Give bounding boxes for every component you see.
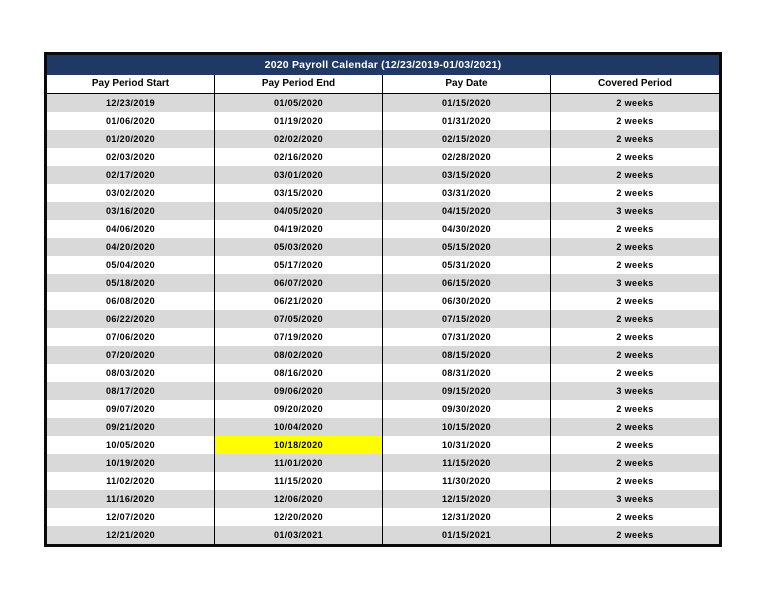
table-cell-pay-date: 04/30/2020 <box>383 220 551 238</box>
table-cell-pay-period-start: 10/05/2020 <box>47 436 215 454</box>
table-cell-pay-date: 03/15/2020 <box>383 166 551 184</box>
column-header-pay-date: Pay Date <box>383 75 551 93</box>
table-row <box>47 508 719 526</box>
table-cell-pay-date: 10/15/2020 <box>383 418 551 436</box>
table-row <box>47 184 719 202</box>
table-cell-pay-period-start: 08/03/2020 <box>47 364 215 382</box>
table-cell-pay-period-end: 05/03/2020 <box>215 238 383 256</box>
table-cell-pay-period-end: 03/15/2020 <box>215 184 383 202</box>
table-cell-covered-period: 2 weeks <box>616 457 654 468</box>
table-cell-pay-period-end: 03/01/2020 <box>215 166 383 184</box>
table-cell-pay-period-end: 12/06/2020 <box>215 490 383 508</box>
table-cell-pay-period-start: 04/06/2020 <box>47 220 215 238</box>
table-cell-pay-date: 04/15/2020 <box>383 202 551 220</box>
table-cell-pay-period-start: 09/07/2020 <box>47 400 215 418</box>
column-header-pay-period-end: Pay Period End <box>215 75 383 93</box>
table-cell-pay-period-start: 05/18/2020 <box>47 274 215 292</box>
table-cell-covered-period: 2 weeks <box>616 421 654 432</box>
table-cell-pay-period-start: 05/04/2020 <box>47 256 215 274</box>
table-cell-covered-period: 2 weeks <box>616 223 654 234</box>
table-cell-covered-period: 2 weeks <box>616 403 654 414</box>
table-cell-covered-period: 2 weeks <box>616 169 654 180</box>
table-cell-pay-period-end: 10/04/2020 <box>215 418 383 436</box>
table-cell-pay-period-end: 02/16/2020 <box>215 148 383 166</box>
table-cell-covered-period: 2 weeks <box>616 295 654 306</box>
table-cell-covered-period: 2 weeks <box>616 115 654 126</box>
table-cell-pay-period-start: 03/16/2020 <box>47 202 215 220</box>
table-row <box>47 472 719 490</box>
table-cell-pay-period-start: 04/20/2020 <box>47 238 215 256</box>
table-row <box>47 328 719 346</box>
table-cell-pay-period-end: 08/02/2020 <box>215 346 383 364</box>
table-cell-covered-period: 2 weeks <box>616 475 654 486</box>
table-row <box>47 490 719 508</box>
table-row <box>47 310 719 328</box>
table-cell-pay-date: 02/15/2020 <box>383 130 551 148</box>
table-row <box>47 454 719 472</box>
table-cell-pay-period-start: 01/06/2020 <box>47 112 215 130</box>
table-cell-pay-period-end: 08/16/2020 <box>215 364 383 382</box>
table-cell-pay-date: 06/15/2020 <box>383 274 551 292</box>
table-cell-covered-period: 2 weeks <box>616 151 654 162</box>
table-cell-covered-period: 2 weeks <box>616 241 654 252</box>
table-row <box>47 220 719 238</box>
table-row <box>47 274 719 292</box>
table-row <box>47 256 719 274</box>
column-header-pay-period-start: Pay Period Start <box>47 75 215 93</box>
table-cell-pay-period-end: 09/06/2020 <box>215 382 383 400</box>
table-cell-pay-date: 10/31/2020 <box>383 436 551 454</box>
table-cell-pay-period-start: 11/16/2020 <box>47 490 215 508</box>
table-cell-pay-date: 09/30/2020 <box>383 400 551 418</box>
table-cell-pay-period-end: 06/07/2020 <box>215 274 383 292</box>
table-row <box>47 526 719 544</box>
table-row <box>47 364 719 382</box>
table-cell-pay-period-end: 09/20/2020 <box>215 400 383 418</box>
table-cell-pay-period-end: 05/17/2020 <box>215 256 383 274</box>
table-cell-covered-period: 3 weeks <box>616 205 654 216</box>
table-cell-covered-period: 2 weeks <box>616 529 654 540</box>
table-cell-covered-period: 3 weeks <box>616 277 654 288</box>
table-cell-covered-period: 2 weeks <box>616 133 654 144</box>
table-cell-pay-period-end: 04/05/2020 <box>215 202 383 220</box>
payroll-calendar-table <box>44 52 722 547</box>
table-body <box>47 94 719 544</box>
table-row <box>47 130 719 148</box>
table-title: 2020 Payroll Calendar (12/23/2019-01/03/2021) <box>47 55 719 75</box>
table-cell-pay-date: 01/31/2020 <box>383 112 551 130</box>
table-cell-covered-period: 2 weeks <box>616 331 654 342</box>
table-cell-pay-period-end: 02/02/2020 <box>215 130 383 148</box>
table-cell-covered-period: 2 weeks <box>616 367 654 378</box>
table-cell-covered-period: 2 weeks <box>616 259 654 270</box>
table-cell-pay-period-end: 11/01/2020 <box>215 454 383 472</box>
table-cell-pay-period-start: 09/21/2020 <box>47 418 215 436</box>
table-cell-pay-period-start: 12/23/2019 <box>47 94 215 112</box>
table-row <box>47 112 719 130</box>
table-cell-covered-period: 2 weeks <box>616 439 654 450</box>
table-cell-pay-date: 02/28/2020 <box>383 148 551 166</box>
table-cell-pay-date: 12/15/2020 <box>383 490 551 508</box>
table-cell-covered-period: 3 weeks <box>616 385 654 396</box>
table-cell-pay-period-start: 03/02/2020 <box>47 184 215 202</box>
table-cell-pay-date: 08/15/2020 <box>383 346 551 364</box>
table-cell-covered-period: 2 weeks <box>616 349 654 360</box>
table-cell-covered-period: 2 weeks <box>616 97 654 108</box>
table-row <box>47 418 719 436</box>
table-cell-covered-period: 2 weeks <box>616 313 654 324</box>
table-cell-pay-period-start: 02/03/2020 <box>47 148 215 166</box>
table-cell-covered-period: 3 weeks <box>616 493 654 504</box>
table-cell-pay-period-start: 12/21/2020 <box>47 526 215 544</box>
table-row <box>47 436 719 454</box>
table-cell-pay-period-start: 07/20/2020 <box>47 346 215 364</box>
table-cell-pay-period-start: 10/19/2020 <box>47 454 215 472</box>
table-cell-pay-date: 03/31/2020 <box>383 184 551 202</box>
table-cell-pay-period-start: 11/02/2020 <box>47 472 215 490</box>
table-cell-pay-date: 12/31/2020 <box>383 508 551 526</box>
table-cell-pay-period-end: 01/19/2020 <box>215 112 383 130</box>
table-cell-pay-period-start: 02/17/2020 <box>47 166 215 184</box>
table-cell-pay-period-start: 06/22/2020 <box>47 310 215 328</box>
table-cell-pay-date: 11/15/2020 <box>383 454 551 472</box>
table-cell-pay-period-end: 07/19/2020 <box>215 328 383 346</box>
table-cell-pay-period-end: 01/05/2020 <box>215 94 383 112</box>
table-header-row <box>47 75 719 94</box>
table-cell-pay-period-end: 12/20/2020 <box>215 508 383 526</box>
table-cell-covered-period: 2 weeks <box>616 511 654 522</box>
table-row <box>47 148 719 166</box>
table-cell-pay-period-start: 07/06/2020 <box>47 328 215 346</box>
table-cell-pay-period-end: 01/03/2021 <box>215 526 383 544</box>
table-cell-pay-period-end: 11/15/2020 <box>215 472 383 490</box>
table-cell-pay-period-start: 08/17/2020 <box>47 382 215 400</box>
table-cell-pay-period-start: 06/08/2020 <box>47 292 215 310</box>
table-row <box>47 238 719 256</box>
table-cell-pay-date: 09/15/2020 <box>383 382 551 400</box>
table-row <box>47 346 719 364</box>
highlighted-cell: 10/18/2020 <box>215 436 383 454</box>
table-row <box>47 400 719 418</box>
table-row <box>47 94 719 112</box>
table-row <box>47 292 719 310</box>
table-cell-pay-date: 07/15/2020 <box>383 310 551 328</box>
table-cell-pay-date: 08/31/2020 <box>383 364 551 382</box>
table-row <box>47 382 719 400</box>
table-cell-pay-period-start: 12/07/2020 <box>47 508 215 526</box>
table-cell-pay-period-start: 01/20/2020 <box>47 130 215 148</box>
table-row <box>47 202 719 220</box>
column-header-covered-period: Covered Period <box>598 78 672 89</box>
table-cell-pay-period-end: 06/21/2020 <box>215 292 383 310</box>
table-cell-covered-period: 2 weeks <box>616 187 654 198</box>
table-cell-pay-date: 06/30/2020 <box>383 292 551 310</box>
table-cell-pay-date: 11/30/2020 <box>383 472 551 490</box>
table-cell-pay-date: 01/15/2020 <box>383 94 551 112</box>
table-cell-pay-date: 01/15/2021 <box>383 526 551 544</box>
table-cell-pay-date: 07/31/2020 <box>383 328 551 346</box>
table-cell-pay-period-end: 07/05/2020 <box>215 310 383 328</box>
table-cell-pay-date: 05/15/2020 <box>383 238 551 256</box>
table-cell-pay-period-end: 04/19/2020 <box>215 220 383 238</box>
table-cell-pay-date: 05/31/2020 <box>383 256 551 274</box>
table-row <box>47 166 719 184</box>
